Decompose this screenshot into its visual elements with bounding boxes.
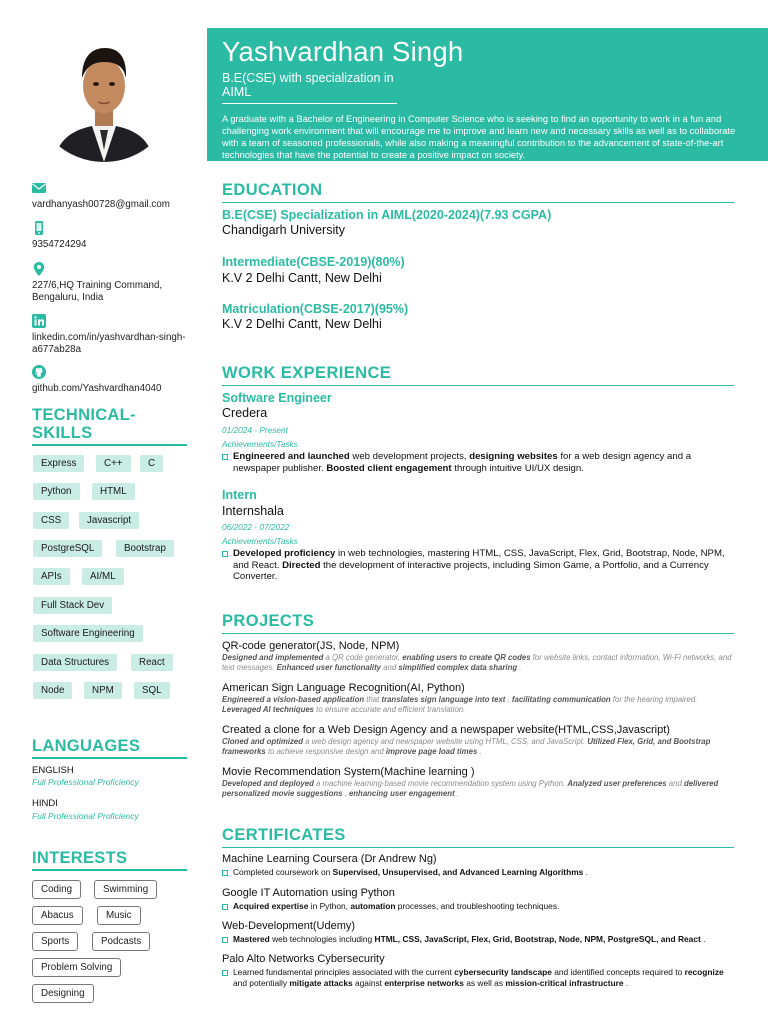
job-company: Internshala (222, 504, 284, 518)
interest-tag: Music (97, 906, 141, 925)
linkedin-icon (32, 314, 48, 328)
interest-tag: Problem Solving (32, 958, 121, 977)
language-name: HINDI (32, 798, 58, 809)
project-description: Cloned and optimized a web design agency and newspaper website using HTML, CSS, and JavaScript. Utilized Flex, Grid, and Bootstrap frameworks to achieve responsive design and improve page load times . (222, 737, 711, 756)
skill-tag: C++ (96, 455, 131, 472)
language-name: ENGLISH (32, 765, 74, 776)
projects-heading: PROJECTS (222, 612, 734, 634)
phone-icon (32, 221, 48, 235)
sidebar (0, 0, 207, 1024)
interest-tag: Designing (32, 984, 94, 1003)
job-dates: 06/2022 - 07/2022 (222, 522, 290, 532)
skill-tag: Bootstrap (116, 540, 174, 557)
certificate-title: Machine Learning Coursera (Dr Andrew Ng) (222, 853, 437, 865)
project-title: American Sign Language Recognition(AI, Python) (222, 682, 465, 694)
language-level: Full Professional Proficiency (32, 777, 139, 787)
language-level: Full Professional Proficiency (32, 811, 139, 821)
skill-tag: Express (33, 455, 84, 472)
education-institution: Chandigarh University (222, 223, 345, 237)
job-title: Software Engineer (222, 391, 332, 405)
address-text: 227/6,HQ Training Command, Bengaluru, India (32, 280, 163, 303)
project-title: Created a clone for a Web Design Agency and a newspaper website(HTML,CSS,Javascript) (222, 724, 670, 736)
certificates-heading: CERTIFICATES (222, 826, 734, 848)
work-heading: WORK EXPERIENCE (222, 364, 734, 386)
education-institution: K.V 2 Delhi Cantt, New Delhi (222, 317, 382, 331)
contact-email[interactable] (32, 181, 192, 211)
skill-tag: Data Structures (33, 654, 117, 671)
project-description: Designed and implemented a QR code generator, enabling users to create QR codes for website links, contact information, Wi-Fi networks, and text messages. Enhanced user functionality and simplified complex data sharing . (222, 653, 732, 672)
skill-tag: SQL (134, 682, 170, 699)
education-heading: EDUCATION (222, 181, 734, 203)
education-title: Matriculation(CBSE-2017)(95%) (222, 302, 409, 316)
certificate-description: Completed coursework on Supervised, Unsupervised, and Advanced Learning Algorithms . (222, 867, 734, 878)
interest-tag: Podcasts (92, 932, 150, 951)
skills-heading (32, 406, 187, 446)
linkedin-text[interactable]: linkedin.com/in/yashvardhan-singh-a677ab28a (32, 332, 186, 355)
skill-tag: Python (33, 483, 80, 500)
interest-tag: Swimming (94, 880, 157, 899)
profile-summary: A graduate with a Bachelor of Engineering in Computer Science who is seeking to find an opportunity to work in a fun and challenging work environment that will encourage me to improve and learn new and necessary skills as well as to collaborate with a team of seasoned professionals, while also making a meaningful contribution to the advancement of state-of-the-art technologies that have the potential to create a positive impact on society. (222, 114, 736, 160)
skills-heading-line2: SKILLS (32, 424, 93, 442)
github-icon (32, 365, 48, 379)
education-title: Intermediate(CBSE-2019)(80%) (222, 255, 405, 269)
education-institution: K.V 2 Delhi Cantt, New Delhi (222, 271, 382, 285)
education-title: B.E(CSE) Specialization in AIML(2020-2024)(7.93 CGPA) (222, 208, 552, 222)
interest-tag: Sports (32, 932, 78, 951)
phone-text[interactable]: 9354724294 (32, 239, 87, 250)
skill-tag: Node (33, 682, 72, 699)
interest-tag: Abacus (32, 906, 83, 925)
certificate-description: Acquired expertise in Python, automation processes, and troubleshooting techniques. (222, 901, 734, 912)
skill-tag: PostgreSQL (33, 540, 102, 557)
languages-heading: LANGUAGES (32, 737, 187, 759)
profile-photo (32, 18, 176, 162)
certificate-description: Learned fundamental principles associated with the current cybersecurity landscape and identified concepts required to recognize and potentially mitigate attacks against enterprise networks as well as mission-critical infrastructure . (222, 967, 734, 988)
project-title: QR-code generator(JS, Node, NPM) (222, 640, 400, 652)
job-company: Credera (222, 406, 268, 420)
certificate-title: Web-Development(Udemy) (222, 920, 356, 932)
contact-github[interactable] (32, 365, 192, 395)
skill-tag: NPM (84, 682, 122, 699)
skill-tag: APIs (33, 568, 70, 585)
job-bullet: Developed proficiency in web technologies, mastering HTML, CSS, JavaScript, Flex, Grid, Bootstrap, Node, NPM, and React. Directed the development of interactive projects, including Simon Game, a Portfolio, and a Currency Converter. (222, 548, 734, 583)
contact-linkedin[interactable] (32, 314, 192, 356)
email-text[interactable]: vardhanyash00728@gmail.com (32, 199, 170, 210)
contact-address (32, 262, 192, 304)
location-icon (32, 262, 48, 276)
email-icon (32, 181, 48, 195)
skill-tag: React (131, 654, 173, 671)
job-title: Intern (222, 488, 257, 502)
candidate-name: Yashvardhan Singh (222, 36, 464, 67)
contact-phone[interactable] (32, 221, 192, 251)
skill-tag: Full Stack Dev (33, 597, 112, 614)
achievements-label: Achievements/Tasks (222, 439, 298, 449)
certificate-description: Mastered web technologies including HTML, CSS, JavaScript, Flex, Grid, Bootstrap, Node, NPM, PostgreSQL, and React . (222, 934, 734, 945)
project-title: Movie Recommendation System(Machine learning ) (222, 766, 475, 778)
candidate-subtitle: B.E(CSE) with specialization in AIML (222, 71, 397, 104)
achievements-label: Achievements/Tasks (222, 536, 298, 546)
job-bullet: Engineered and launched web development projects, designing websites for a web design agency and a newspaper publisher. Boosted client engagement through intuitive UI/UX design. (222, 451, 734, 474)
certificate-title: Google IT Automation using Python (222, 887, 395, 899)
skill-tag: Software Engineering (33, 625, 143, 642)
skill-tag: C (140, 455, 163, 472)
skill-tag: AI/ML (82, 568, 124, 585)
project-description: Developed and deployed a machine learning-based movie recommendation system using Python. Analyzed user preferences and delivered personalized movie suggestions , enhancing user engagement . (222, 779, 719, 798)
skill-tag: HTML (92, 483, 135, 500)
interests-heading: INTERESTS (32, 849, 187, 871)
interest-tag: Coding (32, 880, 81, 899)
project-description: Engineered a vision-based application that translates sign language into text , facilitating communication for the hearing impaired. Leveraged AI techniques to ensure accurate and efficient translation. (222, 695, 698, 714)
certificate-title: Palo Alto Networks Cybersecurity (222, 953, 385, 965)
skill-tag: CSS (33, 512, 69, 529)
header-banner (207, 28, 768, 161)
skill-tag: Javascript (79, 512, 139, 529)
skills-heading-line1: TECHNICAL- (32, 406, 136, 424)
github-text[interactable]: github.com/Yashvardhan4040 (32, 383, 162, 394)
job-dates: 01/2024 - Present (222, 425, 288, 435)
